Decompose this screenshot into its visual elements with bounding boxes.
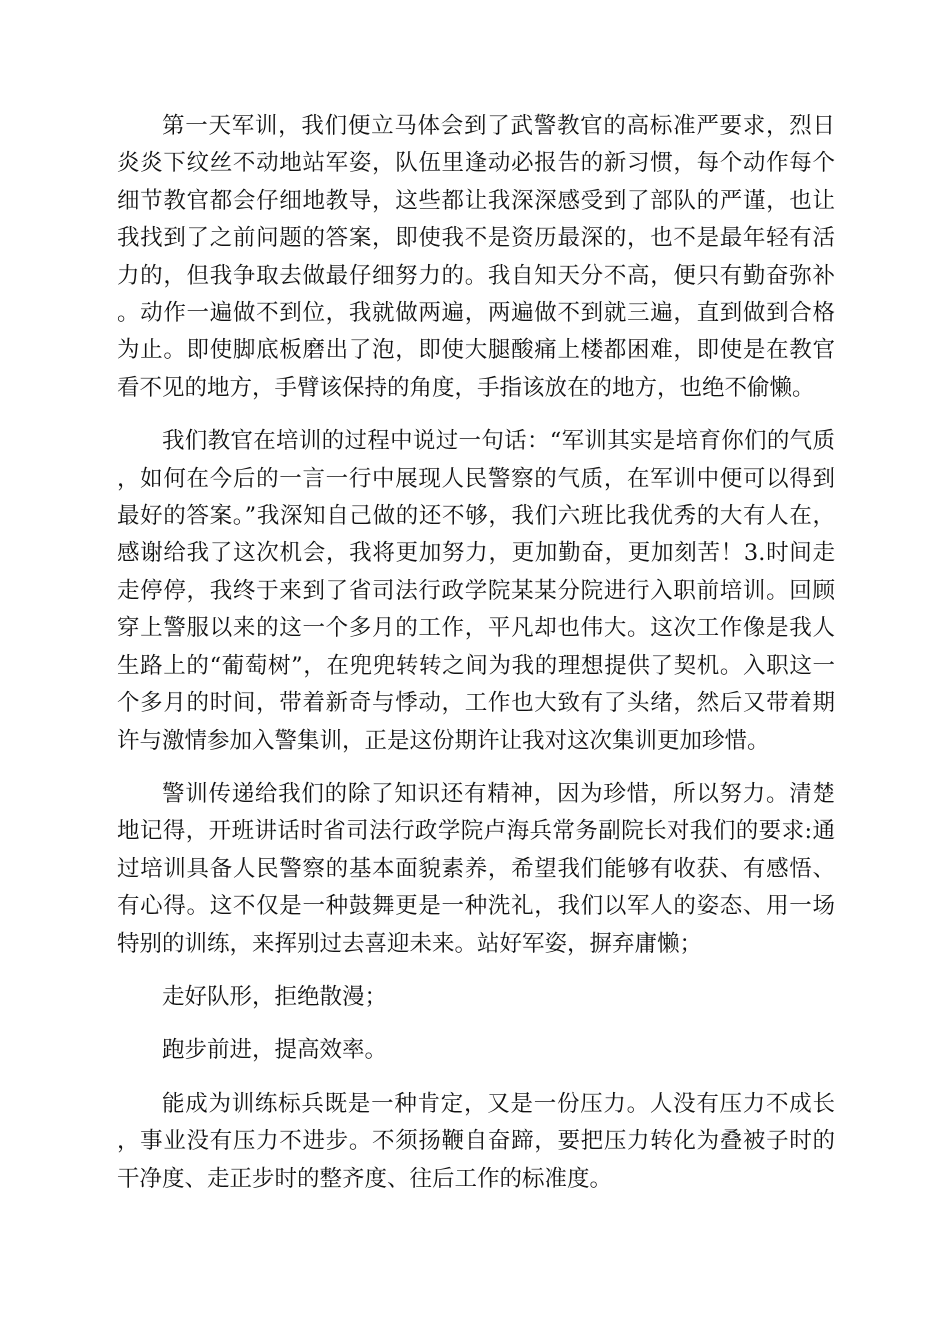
paragraph-military-training-first-day: 第一天军训，我们便立马体会到了武警教官的高标准严要求，烈日炎炎下纹丝不动地站军姿，队伍里逢动必报告的新习惯，每个动作每个细节教官都会仔细地教导，这些都让我深深感受到了部队的严谨，也让我找到了之前问题的答案，即使我不是资历最深的，也不是最年轻有活力的，但我争取去做最仔细努力的。我自知天分不高，便只有勤奋弥补。动作一遍做不到位，我就做两遍，两遍做不到就三遍，直到做到合格为止。即使脚底板磨出了泡，即使大腿酸痛上楼都困难，即使是在教官看不见的地方，手臂该保持的角度，手指该放在的地方，也绝不偷懒。	[117, 113, 835, 401]
paragraph-formation: 走好队形，拒绝散漫；	[162, 983, 388, 1010]
paragraph-running: 跑步前进，提高效率。	[162, 1037, 388, 1064]
paragraph-instructor-quote: 我们教官在培训的过程中说过一句话：“军训其实是培育你们的气质，如何在今后的一言一行中展现人民警察的气质，在军训中便可以得到最好的答案。”我深知自己做的还不够，我们六班比我优秀的大有人在，感谢给我了这次机会，我将更加努力，更加勤奋，更加刻苦！3.时间走走停停，我终于来到了省司法行政学院某某分院进行入职前培训。回顾穿上警服以来的这一个多月的工作，平凡却也伟大。这次工作像是我人生路上的“葡萄树”，在兜兜转转之间为我的理想提供了契机。入职这一个多月的时间，带着新奇与悸动，工作也大致有了头绪，然后又带着期许与激情参加入警集训，正是这份期许让我对这次集训更加珍惜。	[117, 428, 835, 754]
document-body	[117, 108, 835, 1214]
paragraph-training-spirit: 警训传递给我们的除了知识还有精神，因为珍惜，所以努力。清楚地记得，开班讲话时省司法行政学院卢海兵常务副院长对我们的要求:通过培训具备人民警察的基本面貌素养，希望我们能够有收获、有感悟、有心得。这不仅是一种鼓舞更是一种洗礼，我们以军人的姿态、用一场特别的训练，来挥别过去喜迎未来。站好军姿，摒弃庸懒；	[117, 780, 835, 957]
paragraph-model-trainee: 能成为训练标兵既是一种肯定，又是一份压力。人没有压力不成长，事业没有压力不进步。不须扬鞭自奋蹄，要把压力转化为叠被子时的干净度、走正步时的整齐度、往后工作的标准度。	[117, 1090, 835, 1192]
